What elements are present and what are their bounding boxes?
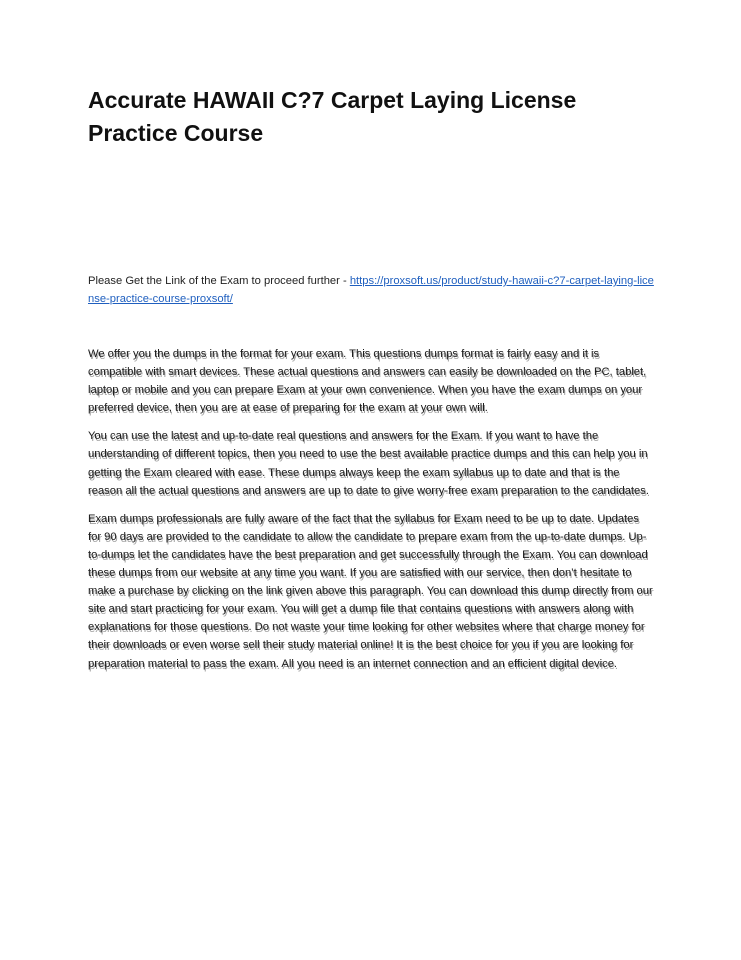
exam-link[interactable]: https://proxsoft.us/product/study-hawaii-c?7-carpet-laying-license-practice-course-proxsoft/ <box>88 275 654 305</box>
body-paragraph: You can use the latest and up-to-date real questions and answers for the Exam. If you want to have the understanding of different topics, then you need to use the best available practice dumps and this can help you in getting the Exam cleared with ease. These dumps always keep the exam syllabus up to date and that is the reason all the actual questions and answers are up to date to give worry-free exam preparation to the candidates. <box>88 430 649 497</box>
body-paragraph: We offer you the dumps in the format for your exam. This questions dumps format is fairly easy and it is compatible with smart devices. These actual questions and answers can easily be downloaded on the PC, tablet, laptop or mobile and you can prepare Exam at your own convenience. When you have the exam dumps on your preferred device, then you are at ease of preparing for the exam at your own will. <box>88 348 647 415</box>
document-title: Accurate HAWAII C?7 Carpet Laying License Practice Course <box>88 87 577 146</box>
body-paragraph: Exam dumps professionals are fully aware of the fact that the syllabus for Exam need to be up to date. Updates for 90 days are provided to the candidate to allow the candidate to prepare exam from the up-to-date dumps. Up-to-dumps let the candidates have the best preparation and get successfully through the Exam. You can download these dumps from our website at any time you want. If you are satisfied with our service, then don’t hesitate to make a purchase by clicking on the link given above this paragraph. You can download this dump directly from our site and start practicing for your exam. You will get a dump file that contains questions with answers along with explanations for those questions. Do not waste your time looking for other websites where that charge money for their downloads or even worse sell their study material online! It is the best choice for you if you are looking for preparation material to pass the exam. All you need is an internet connection and an efficient digital device. <box>88 512 653 670</box>
exam-link-intro-text: Please Get the Link of the Exam to proceed further - <box>88 275 350 287</box>
exam-link-intro <box>88 272 658 308</box>
document-body <box>88 345 654 683</box>
